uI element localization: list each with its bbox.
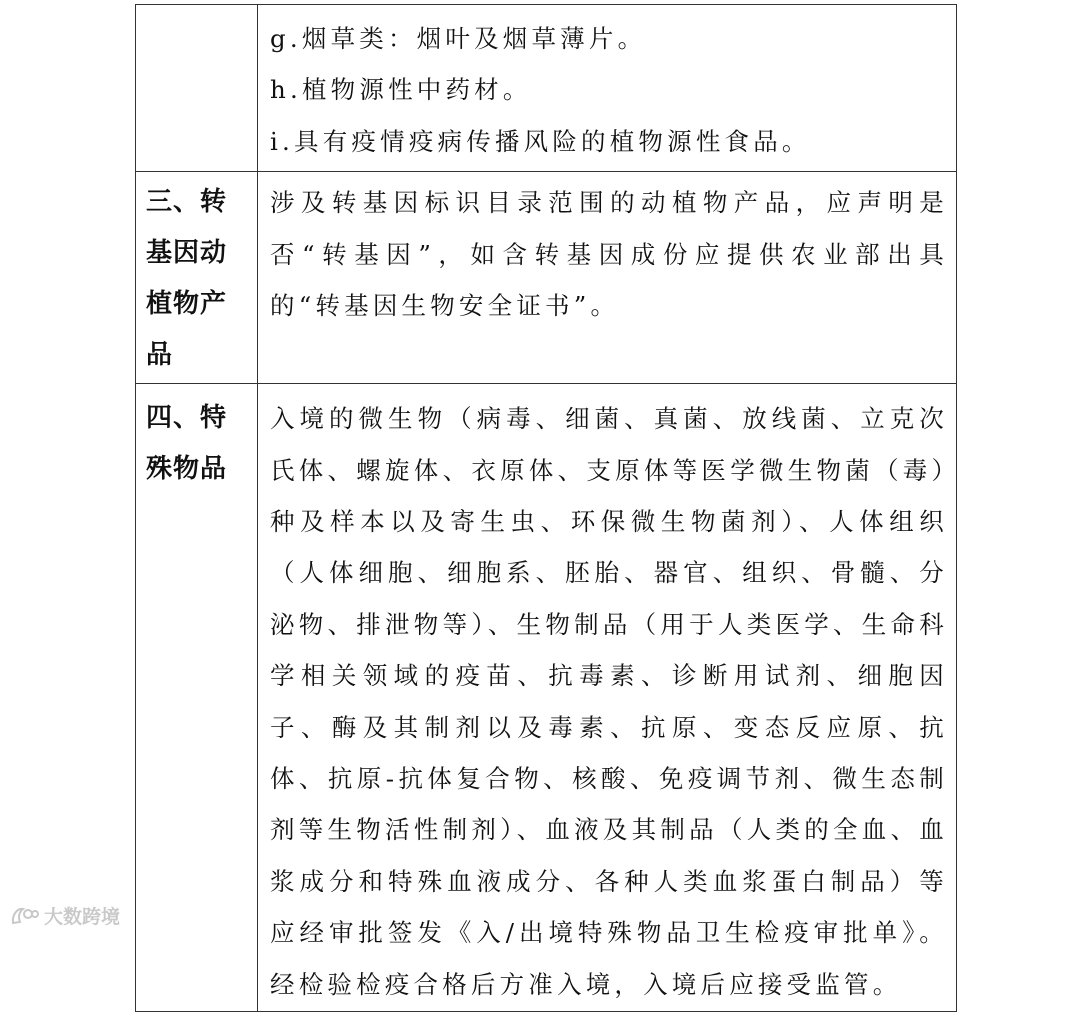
content-cell: 入境的微生物（病毒、细菌、真菌、放线菌、立克次氏体、螺旋体、衣原体、支原体等医学微生物菌（毒）种及样本以及寄生虫、环保微生物菌剂）、人体组织（人体细胞、细胞系、胚胎、器官、组织、骨髓、分泌物、排泄物等）、生物制品（用于人类医学、生命科学相关领域的疫苗、抗毒素、诊断用试剂、细胞因子、酶及其制剂以及毒素、抗原、变态反应原、抗体、抗原-抗体复合物、核酸、免疫调节剂、微生态制剂等生物活性制剂）、血液及其制品（人类的全血、血浆成分和特殊血液成分、各种人类血浆蛋白制品）等应经审批签发《入/出境特殊物品卫生检疫审批单》。经检验检疫合格后方准入境，入境后应接受监管。 [270,404,948,999]
category-cell: 四、特殊物品 [136,384,258,1011]
table-row [136,383,956,1011]
list-item: i.具有疫情疫病传播风险的植物源性食品。 [270,126,811,156]
list-item: h.植物源性中药材。 [270,75,532,105]
category-cell [136,5,258,171]
watermark-text: 大数跨境 [44,906,121,928]
regulation-table [135,4,957,1012]
content-cell [258,5,956,171]
watermark-logo-icon [10,905,40,927]
category-cell: 三、转基因动植物产品 [136,172,258,383]
content-cell: 涉及转基因标识目录范围的动植物产品，应声明是否“转基因”，如含转基因成份应提供农业部出具的“转基因生物安全证书”。 [270,188,948,321]
table-row [136,171,956,383]
watermark [10,902,120,929]
table-row [136,5,956,171]
list-item: g.烟草类：烟叶及烟草薄片。 [270,24,647,53]
